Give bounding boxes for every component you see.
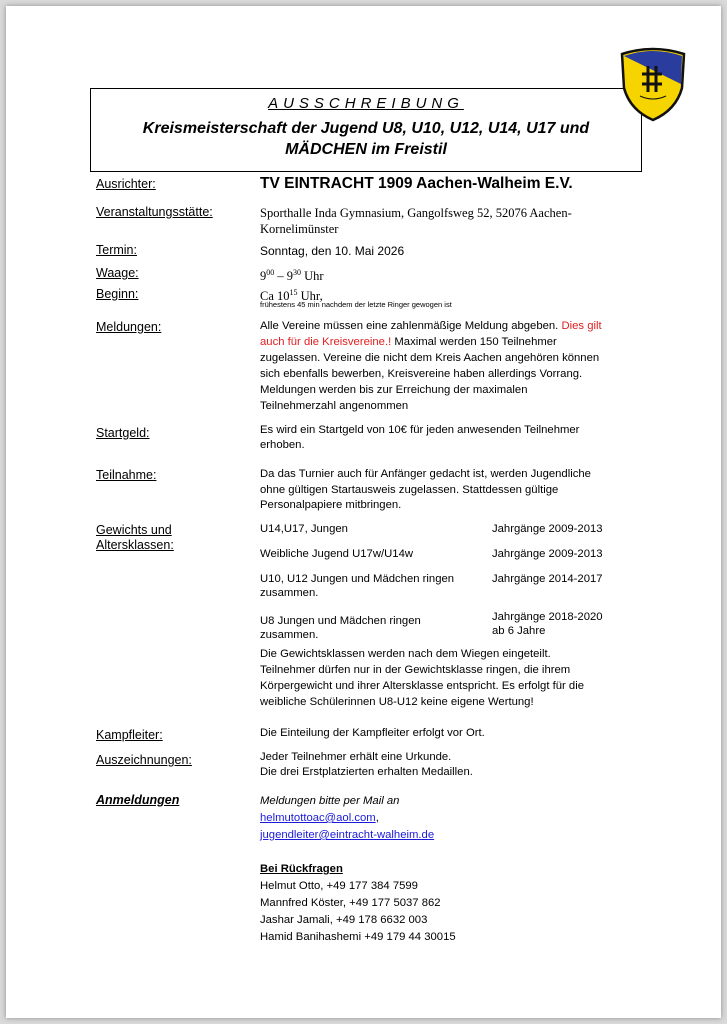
meldungen-line6: Teilnehmerzahl angenommen <box>260 400 409 412</box>
class-row-1-right: Jahrgänge 2009-2013 <box>492 523 603 535</box>
ausschreibung-heading: AUSSCHREIBUNG <box>268 95 464 112</box>
anmeldungen-intro: Meldungen bitte per Mail an <box>260 795 400 807</box>
waage-hour1: 9 <box>260 269 267 284</box>
gewichte-note4: weibliche Schülerinnen U8-U12 keine eigene Wertung! <box>260 696 534 708</box>
kampfleiter-label: Kampfleiter: <box>96 728 163 742</box>
meldungen-l1b: Dies gilt <box>561 320 602 332</box>
class-row-4-right1: Jahrgänge 2018-2020 <box>492 611 603 623</box>
venue-line1: Sporthalle Inda Gymnasium, Gangolfsweg 52, 52076 Aachen- <box>260 206 572 220</box>
class-row-1-left: U14,U17, Jungen <box>260 523 348 535</box>
startgeld-line1: Es wird ein Startgeld von 10€ für jeden anwesenden Teilnehmer <box>260 424 580 436</box>
document-page <box>6 6 721 1018</box>
waage-min1: 00 <box>266 268 275 277</box>
email-link-1[interactable]: helmutottoac@aol.com <box>260 812 376 824</box>
auszeichnungen-line2: Die drei Erstplatzierten erhalten Medaillen. <box>260 766 473 778</box>
auszeichnungen-label: Auszeichnungen: <box>96 753 192 767</box>
waage-sep: – <box>274 269 287 284</box>
meldungen-l1a: Alle Vereine müssen eine zahlenmäßige Meldung abgeben. <box>260 320 562 332</box>
waage-hour2: 9 <box>286 269 293 284</box>
contact-item: Mannfred Köster, +49 177 5037 862 <box>260 897 441 909</box>
event-title <box>91 118 641 160</box>
meldungen-l2a: auch für die Kreisvereine.! <box>260 336 392 348</box>
ausrichter-label: Ausrichter: <box>96 177 156 191</box>
class-row-2-right: Jahrgänge 2009-2013 <box>492 548 603 560</box>
event-title-line2: MÄDCHEN im Freistil <box>285 141 447 158</box>
contact-item: Hamid Banihashemi +49 179 44 30015 <box>260 931 456 943</box>
email-line1 <box>260 810 379 826</box>
auszeichnungen-line1: Jeder Teilnehmer erhält eine Urkunde. <box>260 751 452 763</box>
class-row-4-left <box>260 614 421 642</box>
contact-item: Jashar Jamali, +49 178 6632 003 <box>260 914 428 926</box>
meldungen-line5: Meldungen werden bis zur Erreichung der maximalen <box>260 384 528 396</box>
waage-label: Waage: <box>96 266 139 280</box>
waage-min2: 30 <box>293 268 301 277</box>
termin-label: Termin: <box>96 243 137 257</box>
gewichte-label1: Gewichts und <box>96 523 172 537</box>
anmeldungen-label: Anmeldungen <box>96 793 180 807</box>
teilnahme-line2: ohne gültigen Startausweis zugelassen. Stattdessen gültige <box>260 484 559 496</box>
gewichte-note2: Teilnehmer dürfen nur in der Gewichtsklasse ringen, die ihrem <box>260 664 571 676</box>
contact-list <box>260 878 456 946</box>
email-link-2[interactable]: jugendleiter@eintracht-walheim.de <box>260 829 435 841</box>
gewichte-label <box>96 523 174 553</box>
teilnahme-line3: Personalpapiere mitbringen. <box>260 499 402 511</box>
beginn-label: Beginn: <box>96 287 139 301</box>
waage-unit: Uhr <box>301 269 324 284</box>
gewichte-label2: Altersklassen: <box>96 538 174 552</box>
class-row-4-l2: zusammen. <box>260 629 319 641</box>
venue-label: Veranstaltungsstätte: <box>96 205 213 219</box>
teilnahme-line1: Da das Turnier auch für Anfänger gedacht ist, werden Jugendliche <box>260 468 591 480</box>
email-comma: , <box>375 812 379 824</box>
contact-item: Helmut Otto, +49 177 384 7599 <box>260 880 418 892</box>
kampfleiter-value: Die Einteilung der Kampfleiter erfolgt vor Ort. <box>260 727 485 739</box>
startgeld-line2: erhoben. <box>260 439 305 451</box>
class-row-4-right <box>492 610 603 638</box>
title-box <box>90 88 642 172</box>
ausrichter-value: TV EINTRACHT 1909 Aachen-Walheim E.V. <box>260 175 573 192</box>
teilnahme-label: Teilnahme: <box>96 468 157 482</box>
meldungen-line2 <box>260 334 557 350</box>
beginn-pre: Ca 10 <box>260 289 290 304</box>
meldungen-label: Meldungen: <box>96 320 162 334</box>
beginn-sup: 15 <box>289 288 298 297</box>
class-row-3-l1: U10, U12 Jungen und Mädchen ringen <box>260 573 455 585</box>
meldungen-l2b: Maximal werden 150 Teilnehmer <box>391 336 557 348</box>
beginn-post: Uhr, <box>297 289 323 304</box>
class-row-3-left <box>260 572 454 600</box>
termin-value: Sonntag, den 10. Mai 2026 <box>260 244 405 258</box>
venue-line2: Kornelimünster <box>260 222 339 236</box>
class-row-3-l2: zusammen. <box>260 587 319 599</box>
class-row-4-l1: U8 Jungen und Mädchen ringen <box>260 615 421 627</box>
startgeld-label: Startgeld: <box>96 426 150 440</box>
meldungen-line3: zugelassen. Vereine die nicht dem Kreis Aachen angehören können <box>260 352 600 364</box>
event-title-line1: Kreismeisterschaft der Jugend U8, U10, U12, U14, U17 und <box>142 120 590 137</box>
class-row-2-left: Weibliche Jugend U17w/U14w <box>260 548 414 560</box>
rueckfragen-heading: Bei Rückfragen <box>260 863 343 875</box>
gewichte-note3: Körpergewicht und ihrer Altersklasse entspricht. Es erfolgt für die <box>260 680 584 692</box>
class-row-4-right2: ab 6 Jahre <box>492 625 546 637</box>
meldungen-line4: sich ebenfalls bewerben, Kreisvereine haben allerdings Vorrang. <box>260 368 583 380</box>
class-row-3-right: Jahrgänge 2014-2017 <box>492 573 603 585</box>
email-line2 <box>260 827 434 843</box>
gewichte-note1: Die Gewichtsklassen werden nach dem Wiegen eingeteilt. <box>260 648 551 660</box>
waage-value <box>260 265 324 284</box>
club-crest-icon <box>618 44 688 122</box>
meldungen-line1 <box>260 318 602 334</box>
beginn-note: frühestens 45 min nachdem der letzte Ringer gewogen ist <box>260 300 452 309</box>
